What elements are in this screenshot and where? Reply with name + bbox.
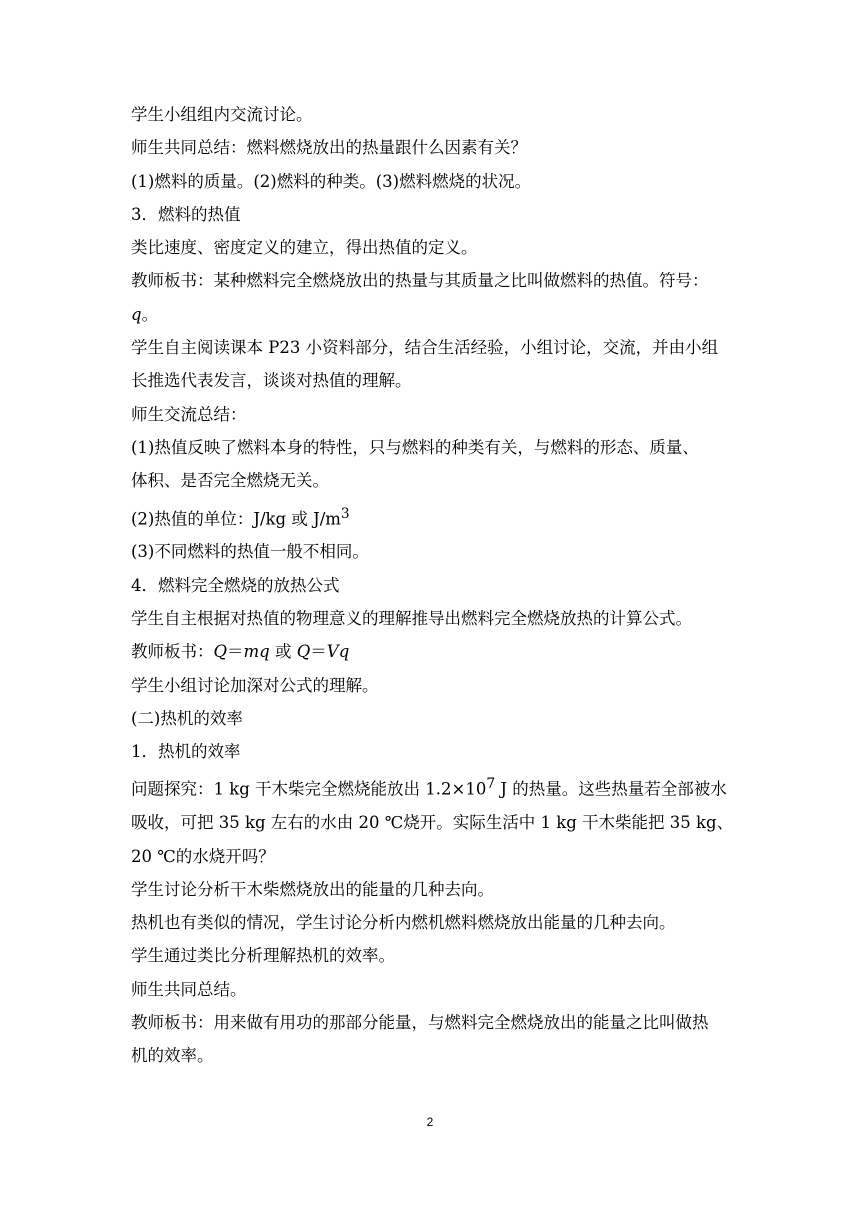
text-line: 教师板书：用来做有用功的那部分能量，与燃料完全燃烧放出的能量之比叫做热 <box>131 1013 709 1033</box>
text-line: 学生小组组内交流讨论。 <box>131 105 313 124</box>
text-line: 学生自主阅读课本 P23 小资料部分，结合生活经验，小组讨论，交流，并由小组 <box>131 338 719 358</box>
text-line: 长推选代表发言，谈谈对热值的理解。 <box>131 371 412 391</box>
superscript: 7 <box>486 776 496 793</box>
text-line: (1)燃料的质量。(2)燃料的种类。(3)燃料燃烧的状况。 <box>131 171 532 191</box>
text-line: (3)不同燃料的热值一般不相同。 <box>131 542 369 562</box>
text-line: 师生交流总结： <box>131 404 247 424</box>
text-line: 师生共同总结。 <box>131 979 247 999</box>
formula-line: 教师板书：Q＝mq 或 Q＝Vq <box>131 642 350 662</box>
text-line: 类比速度、密度定义的建立，得出热值的定义。 <box>131 238 478 258</box>
text-line: 学生讨论分析干木柴燃烧放出的能量的几种去向。 <box>131 879 494 899</box>
text-line: q。 <box>131 304 159 324</box>
body-text <box>131 98 733 1073</box>
section-heading: 3．燃料的热值 <box>131 204 241 224</box>
text-line: 教师板书：某种燃料完全燃烧放出的热量与其质量之比叫做燃料的热值。符号： <box>131 271 709 291</box>
section-heading: 4．燃料完全燃烧的放热公式 <box>131 575 340 595</box>
text-line: 机的效率。 <box>131 1046 214 1066</box>
section-heading: 1．热机的效率 <box>131 742 241 762</box>
text-line: 热机也有类似的情况，学生讨论分析内燃机燃料燃烧放出能量的几种去向。 <box>131 913 676 933</box>
text-line: 学生小组讨论加深对公式的理解。 <box>131 675 379 695</box>
symbol-q: q <box>131 304 142 324</box>
text-line: 师生共同总结：燃料燃烧放出的热量跟什么因素有关？ <box>131 138 527 158</box>
text-line: (1)热值反映了燃料本身的特性，只与燃料的种类有关，与燃料的形态、质量、 <box>131 437 699 457</box>
superscript: 3 <box>340 505 350 522</box>
text-line: 学生通过类比分析理解热机的效率。 <box>131 946 395 966</box>
text-line: (2)热值的单位：J/kg 或 $J/m^3$ <box>131 505 350 529</box>
text-line: 问题探究：1 kg 干木柴完全燃烧能放出 $1.2\times 10^7$ J 的热量。这些热量若全部被水 <box>131 776 727 799</box>
page-number: 2 <box>426 1115 434 1129</box>
text-line: 体积、是否完全燃烧无关。 <box>131 471 329 491</box>
section-heading: (二)热机的效率 <box>131 708 243 728</box>
text-line: 20 ℃的水烧开吗？ <box>131 846 275 866</box>
text-line: 吸收，可把 35 kg 左右的水由 20 ℃烧开。实际生活中 1 kg 干木柴能把 35 kg、 <box>131 813 733 833</box>
text-line: 学生自主根据对热值的物理意义的理解推导出燃料完全燃烧放热的计算公式。 <box>131 608 692 628</box>
